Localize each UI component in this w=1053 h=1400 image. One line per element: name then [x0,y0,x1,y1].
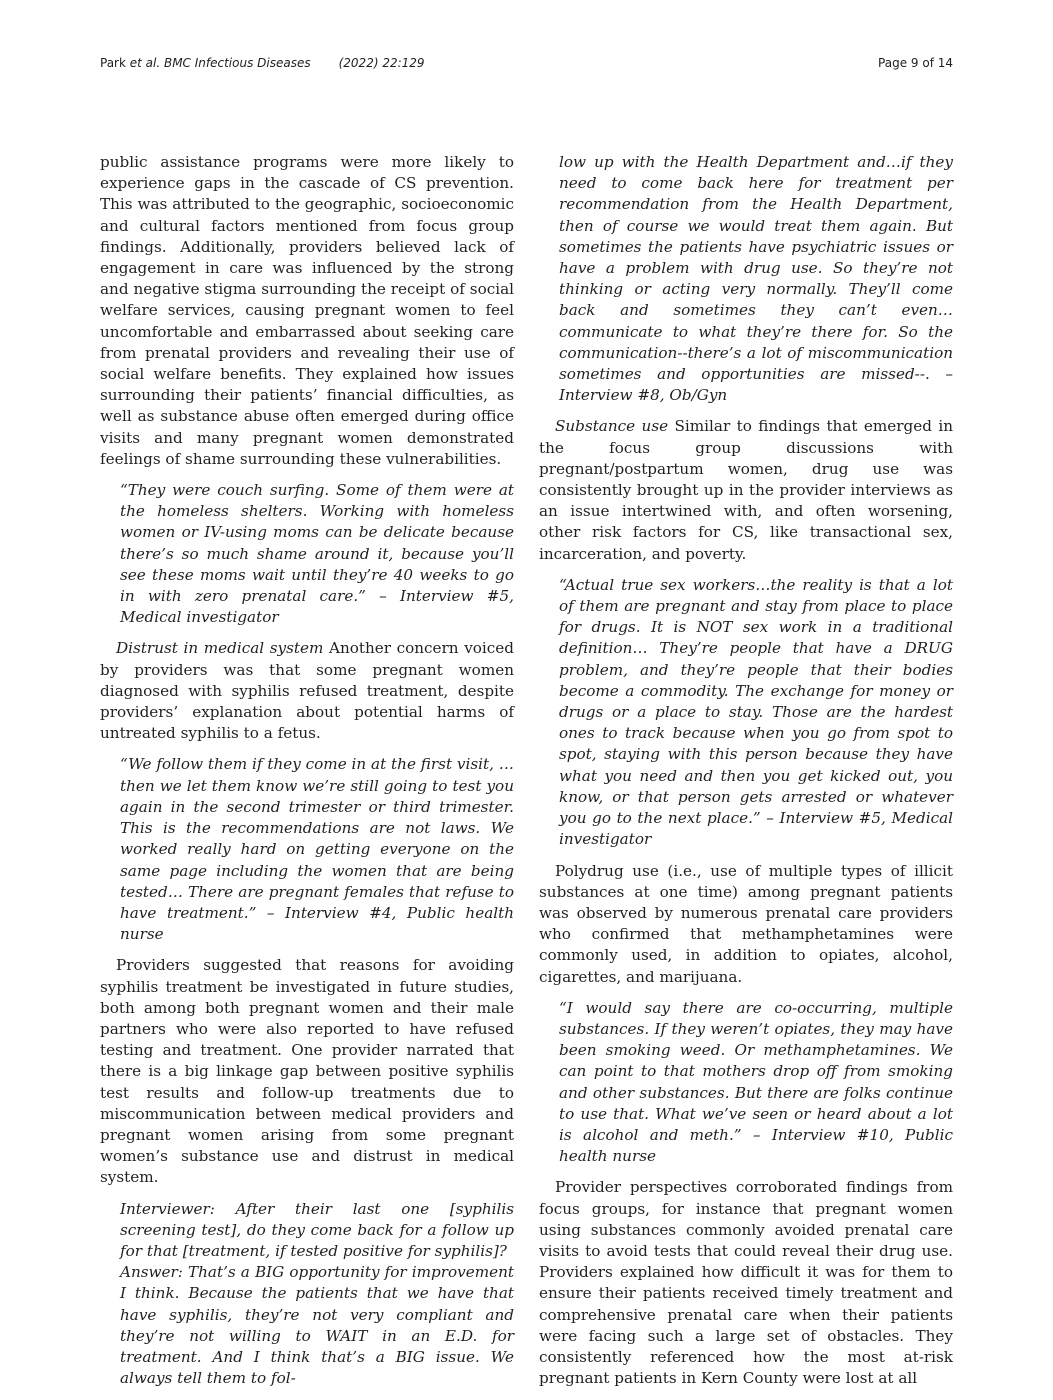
body-paragraph [539,416,953,564]
section-subheading: Distrust in medical system [116,639,324,658]
body-paragraph: Providers suggested that reasons for avoiding syphilis treatment be investigated in future studies, both among both pregnant women and their male partners who were also reported to have refused testing and treatment. One provider narrated that there is a big linkage gap between positive syphilis test results and follow-up treatments due to miscommunication between medical providers and pregnant women arising from some pregnant women’s substance use and distrust in medical system. [100,956,514,1187]
quote-interviewer: Interviewer: After their last one [syphilis screening test], do they come back for a follow up for that [treatment, if tested positive for syphilis]? [120,1199,514,1260]
author-name: Park [100,56,126,70]
block-quote [120,480,514,628]
paragraph-text: Similar to findings that emerged in the focus group discussions with pregnant/postpartum women, drug use was consistently brought up in the provider interviews as an issue intertwined with, and often worsening, other risk factors for CS, like transactional sex, incarceration, and poverty. [539,417,954,563]
block-quote [120,754,514,945]
quote-text: low up with the Health Department and…if they need to come back here for treatment per recommendation from the Health Department, then of course we would treat them again. But sometimes the patients have psychiatric issues or have a problem with drug use. So they’re not thinking or acting very normally. They’ll come back and sometimes they can’t even…communicate to what they’re there for. So the communication--there’s a lot of miscommunication sometimes and opportunities are missed--. – Interview #8, Ob/Gyn [559,153,953,405]
running-head-citation [100,56,425,70]
page-number: Page 9 of 14 [878,56,953,70]
block-quote [559,575,953,851]
quote-text: “Actual true sex workers…the reality is that a lot of them are pregnant and stay from place to place for drugs. It is NOT sex work in a traditional definition… They’re people that have a DRUG problem, and they’re people that their bodies become a commodity. The exchange for money or drugs or a place to stay. Those are the hardest ones to track because when you go from spot to spot, staying with this person because they have what you need and then you get kicked out, you know, or that person gets arrested or whatever you go to the next place.” – Interview #5, Medical investigator [559,575,953,849]
page-header [100,56,953,76]
block-quote [120,1199,514,1390]
quote-text: “They were couch surfing. Some of them were at the homeless shelters. Working with homeless women or IV-using moms can be delicate because there’s so much shame around it, because you’ll see these moms wait until they’re 40 weeks to go in with zero prenatal care.” – Interview #5, Medical investigator [120,481,514,627]
journal-name: BMC Infectious Diseases [160,56,311,70]
quote-answer: Answer: That’s a BIG opportunity for improvement I think. Because the patients that we have that have syphilis, they’re not very compliant and they’re not willing to WAIT in an E.D. for treatment. And I think that’s a BIG issue. We always tell them to fol- [120,1263,514,1388]
left-column [100,152,514,1399]
body-paragraph: public assistance programs were more likely to experience gaps in the cascade of CS prevention. This was attributed to the geographic, socioeconomic and cultural factors mentioned from focus group findings. Additionally, providers believed lack of engagement in care was influenced by the strong and negative stigma surrounding the receipt of social welfare services, causing pregnant women to feel uncomfortable and embarrassed about seeking care from prenatal providers and revealing their use of social welfare benefits. They explained how issues surrounding their patients’ financial difficulties, as well as substance abuse often emerged during office visits and many pregnant women demonstrated feelings of shame surrounding these vulnerabilities. [100,153,514,468]
volume-citation: (2022) 22:129 [338,56,425,70]
body-paragraph: Polydrug use (i.e., use of multiple types of illicit substances at one time) among pregnant patients was observed by numerous prenatal care providers who confirmed that methamphetamines were commonly used, in addition to opiates, alcohol, cigarettes, and marijuana. [539,861,953,986]
body-paragraph: Provider perspectives corroborated findings from focus groups, for instance that pregnant women using substances commonly avoided prenatal care visits to avoid tests that could reveal their drug use. Providers explained how difficult it was for them to ensure their patients received timely treatment and comprehensive prenatal care when their patients were facing such a large set of obstacles. They consistently referenced how the most at-risk pregnant patients in Kern County were lost at all [539,1178,953,1388]
section-subheading: Substance use [555,417,669,436]
block-quote [559,998,953,1168]
paragraph-text: Another concern voiced by providers was that some pregnant women diagnosed with syphilis refused treatment, despite providers’ explanation about potential harms of untreated syphilis to a fetus. [100,639,514,743]
et-al: et al. [125,56,161,70]
block-quote [559,152,953,406]
right-column [539,152,953,1389]
body-paragraph [100,638,514,744]
quote-text: “We follow them if they come in at the first visit, … then we let them know we’re still going to test you again in the second trimester or third trimester. This is the recommendations are not laws. We worked really hard on getting everyone on the same page including the women that are being tested… There are pregnant females that refuse to have treatment.” – Interview #4, Public health nurse [120,755,514,944]
quote-text: “I would say there are co-occurring, multiple substances. If they weren’t opiates, they may have been smoking weed. Or methamphetamines. We can point to that mothers drop off from smoking and other substances. But there are folks continue to use that. What we’ve seen or heard about a lot is alcohol and meth.” – Interview #10, Public health nurse [559,998,953,1166]
